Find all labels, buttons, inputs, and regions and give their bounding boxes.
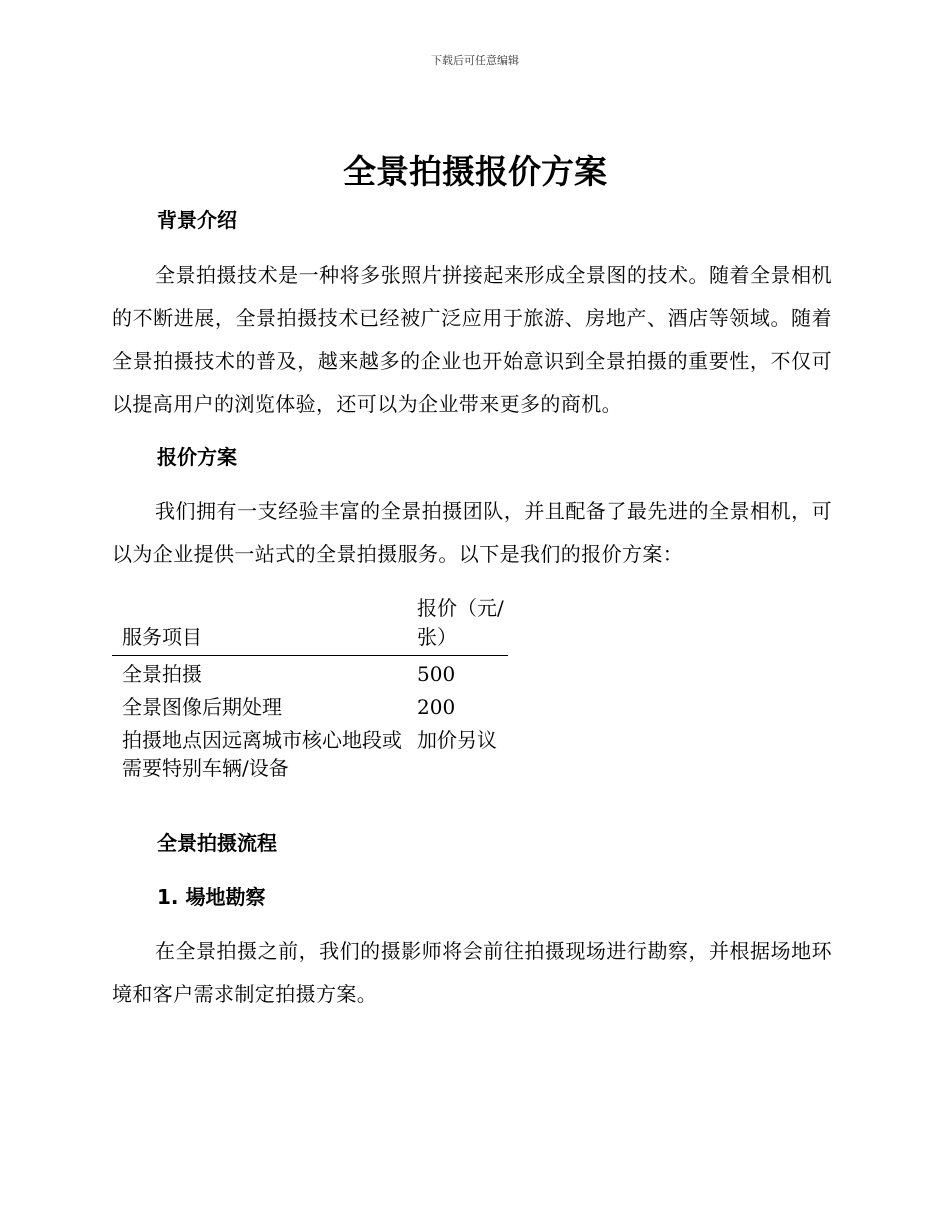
table-row <box>112 656 508 690</box>
row-service: 拍摄地点因远离城市核心地段或需要特别车辆/设备 <box>122 728 402 780</box>
quote-paragraph: 我们拥有一支经验丰富的全景拍摄团队，并且配备了最先进的全景相机，可以为企业提供一站式的全景拍摄服务。以下是我们的报价方案： <box>112 499 832 566</box>
price-table-header-row <box>112 594 508 656</box>
page-header-note: 下载后可任意编辑 <box>431 54 519 67</box>
row-service: 全景图像后期处理 <box>122 695 282 719</box>
price-table <box>112 594 508 782</box>
header-price: 报价（元/张） <box>417 594 508 656</box>
header-service: 服务项目 <box>112 594 417 656</box>
row-price: 200 <box>417 695 456 719</box>
step1-paragraph: 在全景拍摄之前，我们的摄影师将会前往拍摄现场进行勘察，并根据场地环境和客户需求制定拍摄方案。 <box>112 939 832 1006</box>
section-heading-background: 背景介绍 <box>157 208 237 232</box>
table-row <box>112 689 508 722</box>
section-heading-quote: 报价方案 <box>157 445 237 469</box>
background-paragraph: 全景拍摄技术是一种将多张照片拼接起来形成全景图的技术。随着全景相机的不断进展，全景拍摄技术已经被广泛应用于旅游、房地产、酒店等领域。随着全景拍摄技术的普及，越来越多的企业也开始意识到全景拍摄的重要性，不仅可以提高用户的浏览体验，还可以为企业带来更多的商机。 <box>112 263 832 416</box>
table-row <box>112 722 508 782</box>
step1-heading: 1. 場地勘察 <box>157 885 266 909</box>
document-title: 全景拍摄报价方案 <box>343 152 607 191</box>
row-price: 500 <box>417 662 456 686</box>
section-heading-process: 全景拍摄流程 <box>157 831 277 855</box>
row-service: 全景拍摄 <box>122 662 202 686</box>
row-price: 加价另议 <box>417 728 497 752</box>
